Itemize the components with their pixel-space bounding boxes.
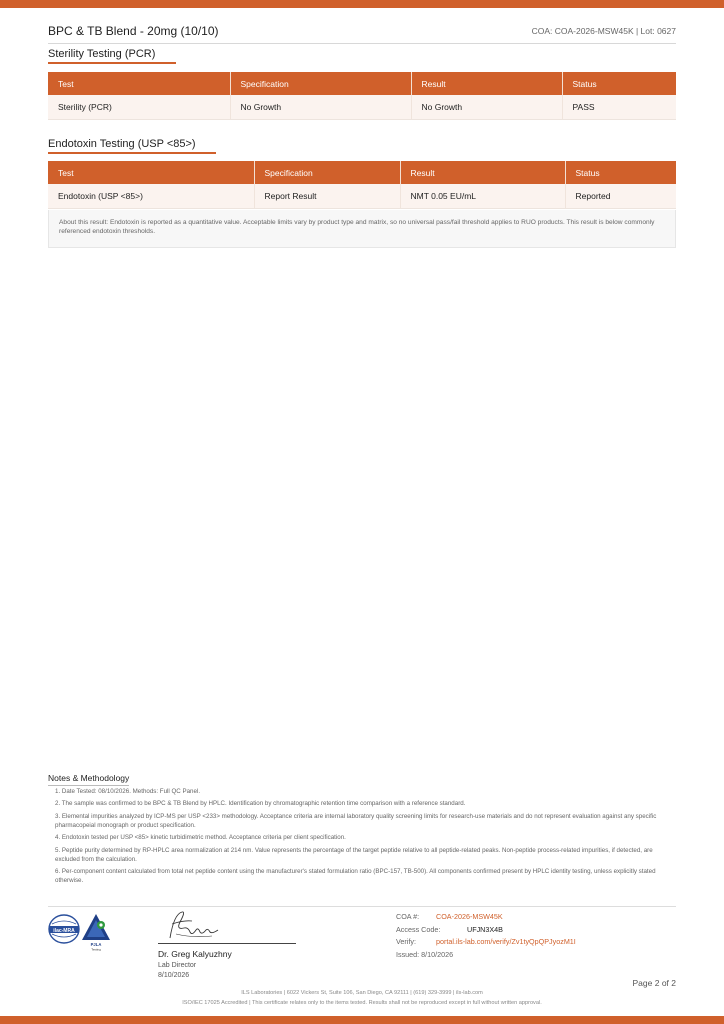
list-item: 2. The sample was confirmed to be BPC & TB Blend by HPLC. Identification by chromatographic retention time comparison with a reference standard. <box>55 800 466 808</box>
document-title: BPC & TB Blend - 20mg (10/10) <box>48 24 219 38</box>
sterility-table <box>48 72 676 120</box>
sterility-title-underline <box>48 62 176 64</box>
list-item: 4. Endotoxin tested per USP <85> kinetic turbidimetric method. Acceptance criteria per client specification. <box>55 834 346 842</box>
cell-test: Sterility (PCR) <box>48 95 230 119</box>
table-row <box>48 184 676 208</box>
bottom-accent-bar <box>0 1016 724 1024</box>
verify-link[interactable]: portal.ils-lab.com/verify/Zv1tyQpQPJyozM1I <box>436 937 576 946</box>
list-item: 6. Per-component content calculated from total net peptide content using the manufacturer's stated formulation ratio (BPC-157, TB-500). All components confirmed present by HPLC identity testing, unless explicitly stated otherwise. <box>55 868 656 885</box>
ilac-logo-text: ilac-MRA <box>53 927 75 934</box>
coa-number-label: COA #: <box>396 912 420 921</box>
list-item: 5. Peptide purity determined by RP-HPLC area normalization at 214 nm. Value represents the percentage of the target peptide relative to all peptide-related peaks. Non-peptide process-related impurities, if detected, are excluded from the calculation. <box>55 846 653 863</box>
sterility-title-text: Sterility Testing (PCR) <box>48 48 156 60</box>
endotoxin-title-underline <box>48 152 216 154</box>
signature-block <box>158 906 298 986</box>
column-header-status: Status <box>565 161 676 184</box>
access-code-row <box>396 925 676 938</box>
column-header-test: Test <box>48 161 254 184</box>
cell-result: NMT 0.05 EU/mL <box>400 184 565 208</box>
footer-divider <box>48 906 676 907</box>
list-item: 1. Date Tested: 08/10/2026. Methods: Full QC Panel. <box>55 788 201 795</box>
access-code-value: UFJN3X4B <box>467 924 503 934</box>
list-item: 3. Elemental impurities analyzed by ICP-MS per USP <233> methodology. Acceptance criteria are internal laboratory quality screening limits for research-use materials and do not represent evaluation against any specific pharmacopeial monograph or product specification. <box>55 812 657 829</box>
pjla-logo-text: PJLA <box>90 942 102 947</box>
verify-row <box>396 937 676 950</box>
endotoxin-about-note: About this result: Endotoxin is reported as a quantitative value. Acceptable limits vary by product type and matrix, so no universal pass/fail threshold applies to RUO products. This result is below commonly referenced endotoxin thresholds. <box>48 210 676 248</box>
endotoxin-title-text: Endotoxin Testing (USP <85>) <box>48 138 196 150</box>
accreditation-logos <box>48 912 114 952</box>
issued-row: Issued: 8/10/2026 <box>396 949 454 959</box>
coa-number-row <box>396 912 676 925</box>
cell-spec: No Growth <box>230 95 411 119</box>
cell-spec: Report Result <box>254 184 400 208</box>
pjla-logo-subtext: Testing <box>91 947 101 952</box>
footer-disclaimer: ISO/IEC 17025 Accredited | This certificate relates only to the items tested. Results shall not be reproduced except in full without written approval. <box>182 1000 542 1006</box>
table-row <box>48 95 676 119</box>
endotoxin-section-title <box>48 138 196 154</box>
signatory-role: Lab Director <box>158 962 197 969</box>
handwritten-signature-icon <box>162 908 222 942</box>
cell-test: Endotoxin (USP <85>) <box>48 184 254 208</box>
access-code-label: Access Code: <box>396 924 441 934</box>
column-header-result: Result <box>411 72 562 95</box>
endotoxin-table <box>48 161 676 209</box>
coa-info-block <box>396 912 676 962</box>
coa-number-value: COA-2026-MSW45K <box>436 912 503 921</box>
page-header <box>48 24 676 44</box>
column-header-result: Result <box>400 161 565 184</box>
status-badge: PASS <box>562 95 676 119</box>
cell-result: No Growth <box>411 95 562 119</box>
coa-reference: COA: COA-2026-MSW45K | Lot: 0627 <box>531 26 676 36</box>
table-header-row <box>48 161 676 184</box>
verify-label: Verify: <box>396 937 416 946</box>
footer-address: ILS Laboratories | 6022 Vickers St, Suite 106, San Diego, CA 92111 | (619) 329-3999 | ils-lab.com <box>241 990 483 996</box>
column-header-specification: Specification <box>254 161 400 184</box>
signature-line <box>158 943 296 944</box>
column-header-test: Test <box>48 72 230 95</box>
sterility-section-title <box>48 48 155 64</box>
status-badge: Reported <box>565 184 676 208</box>
page-number: Page 2 of 2 <box>632 978 676 988</box>
notes-title: Notes & Methodology <box>48 773 129 786</box>
column-header-specification: Specification <box>230 72 411 95</box>
signature-date: 8/10/2026 <box>158 972 190 979</box>
table-header-row <box>48 72 676 95</box>
ilac-mra-logo-icon <box>48 912 114 952</box>
column-header-status: Status <box>562 72 676 95</box>
notes-list <box>55 788 675 890</box>
top-accent-bar <box>0 0 724 8</box>
signatory-name: Dr. Greg Kalyuzhny <box>158 949 232 959</box>
